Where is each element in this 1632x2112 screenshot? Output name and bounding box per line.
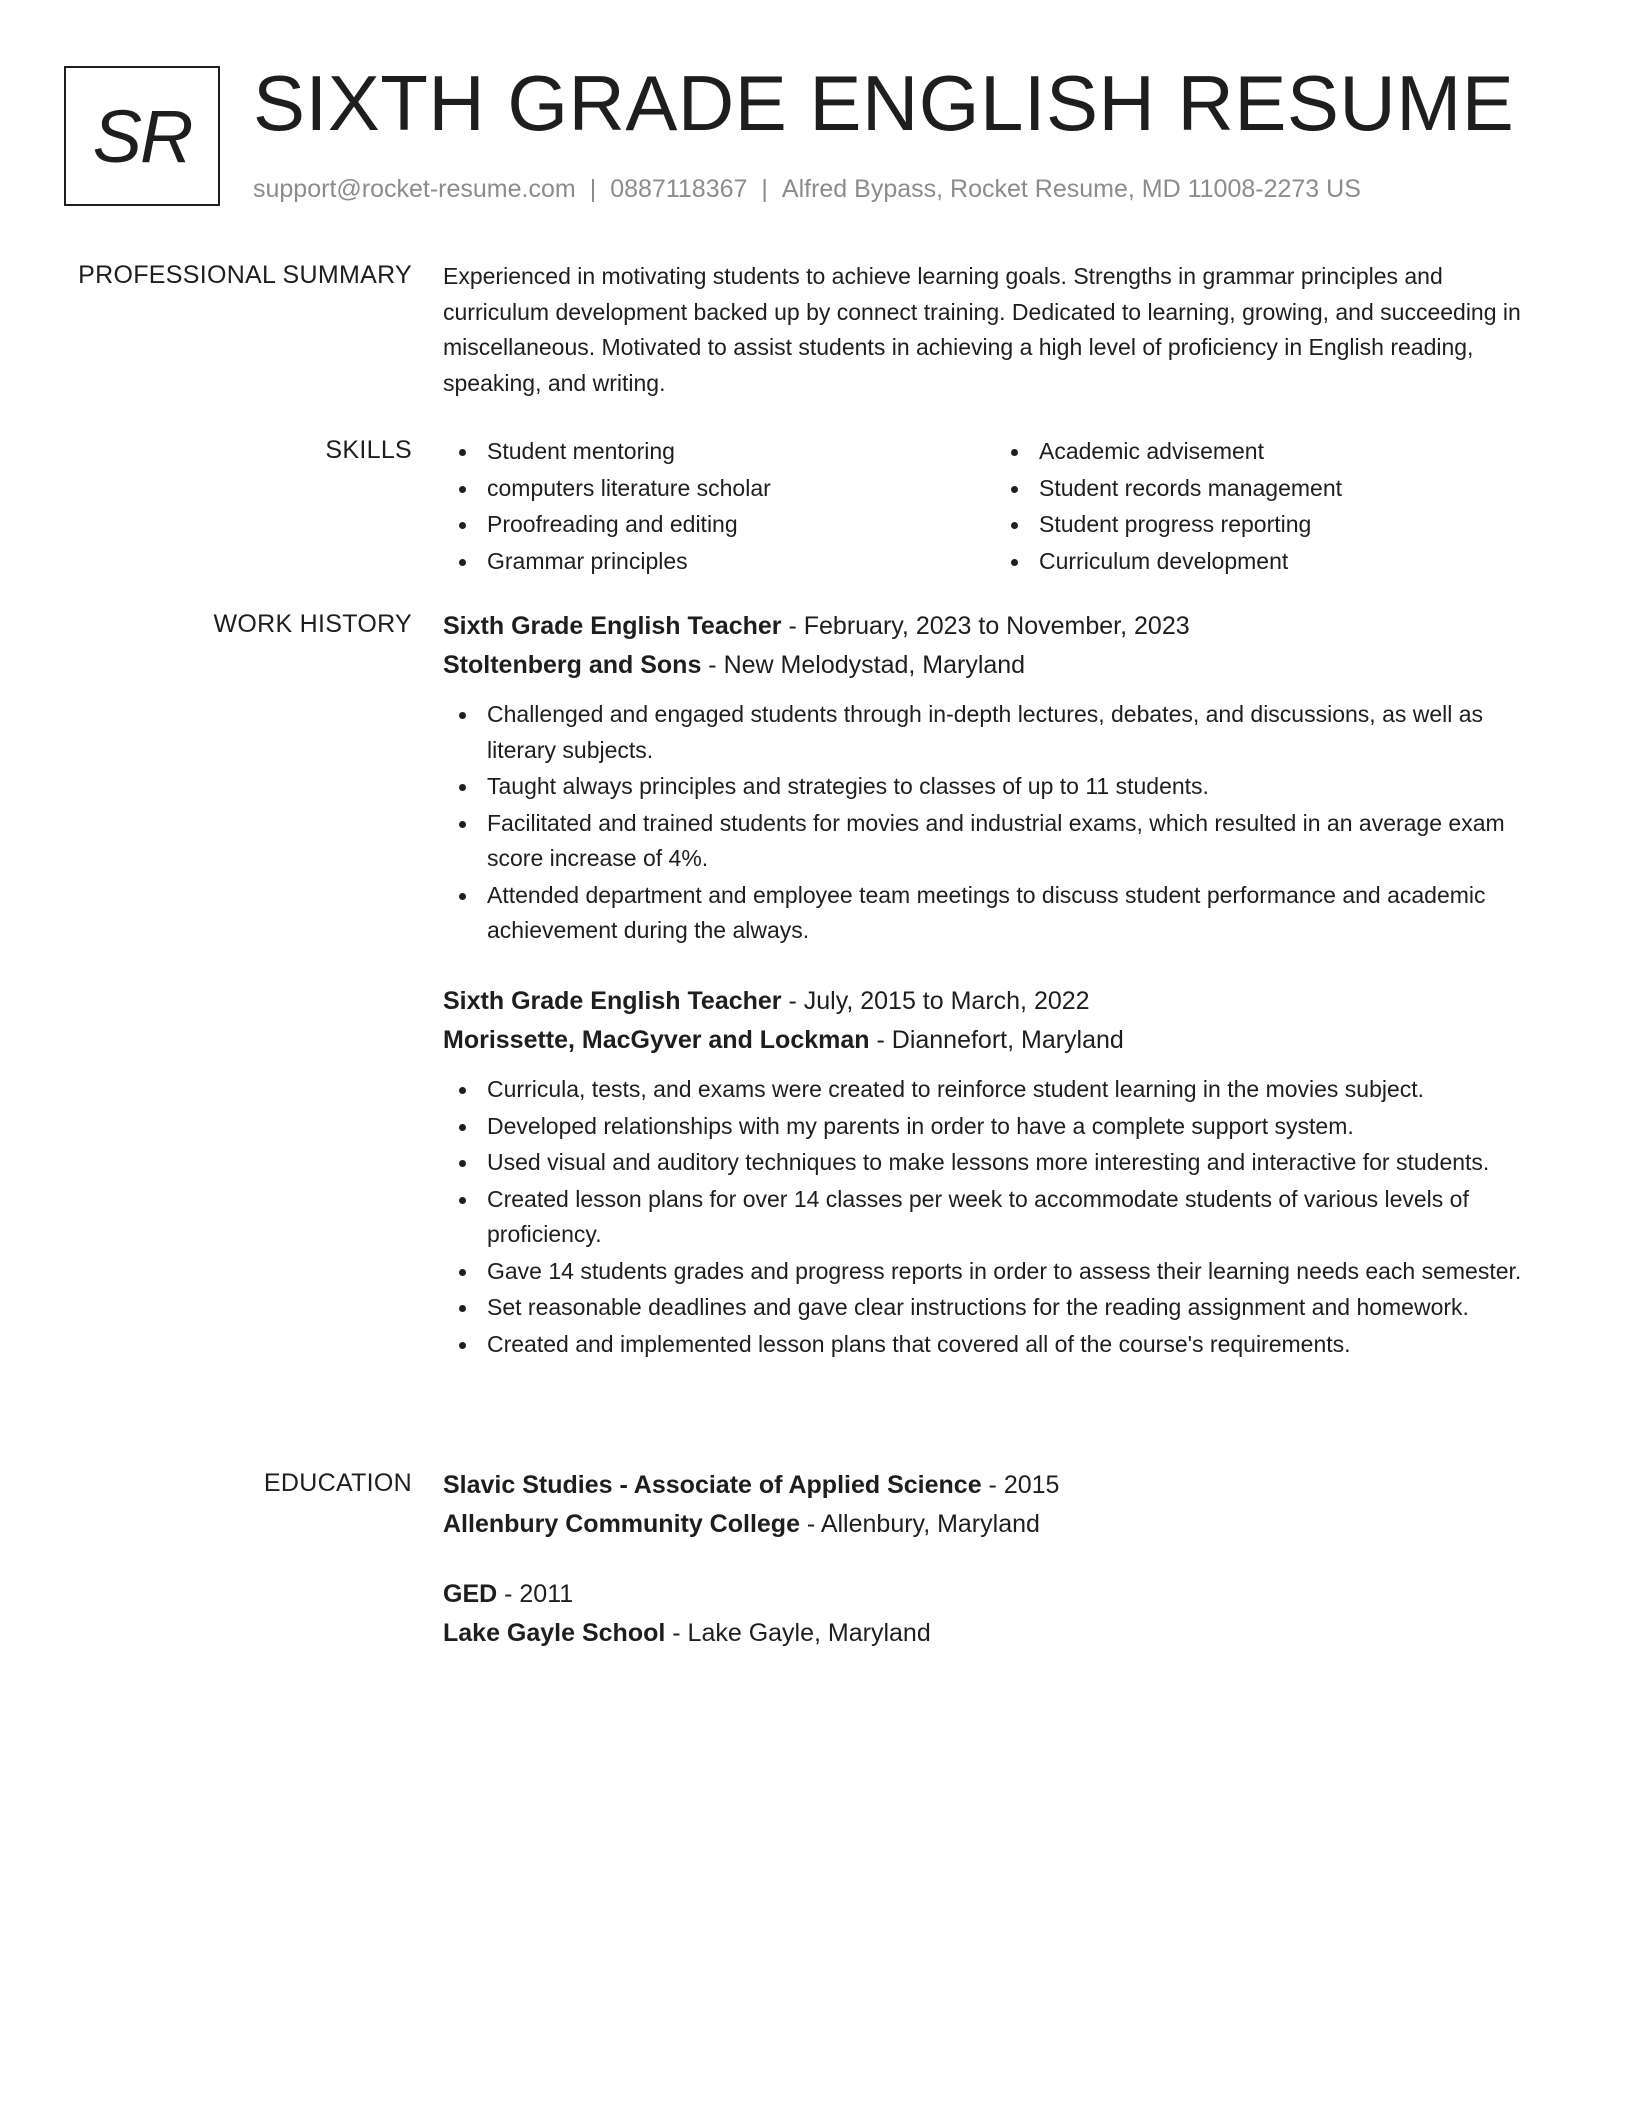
contact-separator: | <box>761 175 768 203</box>
contact-line <box>253 174 1361 204</box>
degree-year: - 2015 <box>981 1471 1060 1499</box>
job-entry <box>443 607 1547 950</box>
summary-text: Experienced in motivating students to achieve learning goals. Strengths in grammar principles and curriculum development backed up by connect training. Dedicated to learning, growing, and succeeding in miscellaneous. Motivated to assist students in achieving a high level of proficiency in English reading, speaking, and writing. <box>443 263 1521 396</box>
skill-item: Academic advisement <box>1039 434 1547 470</box>
contact-address: Alfred Bypass, Rocket Resume, MD 11008-2273 US <box>781 175 1361 203</box>
monogram-logo: SR <box>64 66 220 206</box>
job-title-line <box>443 982 1547 1021</box>
skill-item: Student progress reporting <box>1039 507 1547 543</box>
job-company: Stoltenberg and Sons <box>443 651 702 679</box>
contact-email: support@rocket-resume.com <box>253 175 576 203</box>
degree-line <box>443 1466 1547 1505</box>
skill-item: computers literature scholar <box>487 471 995 507</box>
job-duty: Curricula, tests, and exams were created to reinforce student learning in the movies subject. <box>487 1072 1547 1108</box>
section-label: PROFESSIONAL SUMMARY <box>78 261 412 289</box>
school-line <box>443 1614 1547 1653</box>
job-duties <box>443 697 1547 949</box>
school-name: Allenbury Community College <box>443 1510 800 1538</box>
job-entry <box>443 982 1547 1363</box>
job-location: - Diannefort, Maryland <box>869 1026 1124 1054</box>
skill-item: Grammar principles <box>487 544 995 580</box>
skill-item: Student records management <box>1039 471 1547 507</box>
job-title-line <box>443 607 1547 646</box>
school-name: Lake Gayle School <box>443 1619 666 1647</box>
section-label: SKILLS <box>325 436 412 464</box>
job-duty: Developed relationships with my parents in order to have a complete support system. <box>487 1109 1547 1145</box>
job-duty: Challenged and engaged students through in-depth lectures, debates, and discussions, as well as literary subjects. <box>487 697 1547 768</box>
job-duty: Created lesson plans for over 14 classes per week to accommodate students of various levels of proficiency. <box>487 1182 1547 1253</box>
school-location: - Lake Gayle, Maryland <box>665 1619 931 1647</box>
job-company-line <box>443 646 1547 685</box>
degree-year: - 2011 <box>497 1580 574 1608</box>
degree-name: Slavic Studies - Associate of Applied Science <box>443 1471 982 1499</box>
contact-phone: 0887118367 <box>610 175 748 203</box>
education-entry <box>443 1575 1547 1653</box>
skill-item: Curriculum development <box>1039 544 1547 580</box>
job-company-line <box>443 1021 1547 1060</box>
skills-list-left <box>443 434 995 580</box>
job-duty: Taught always principles and strategies to classes of up to 11 students. <box>487 769 1547 805</box>
job-duty: Used visual and auditory techniques to make lessons more interesting and interactive for students. <box>487 1145 1547 1181</box>
job-duty: Gave 14 students grades and progress reports in order to assess their learning needs each semester. <box>487 1254 1547 1290</box>
job-duty: Created and implemented lesson plans that covered all of the course's requirements. <box>487 1327 1547 1363</box>
contact-separator: | <box>589 175 597 203</box>
skill-item: Student mentoring <box>487 434 995 470</box>
school-line <box>443 1505 1547 1544</box>
job-duty: Facilitated and trained students for movies and industrial exams, which resulted in an average exam score increase of 4%. <box>487 806 1547 877</box>
job-title: Sixth Grade English Teacher <box>443 612 782 640</box>
job-location: - New Melodystad, Maryland <box>701 651 1026 679</box>
education-entry <box>443 1466 1547 1544</box>
school-location: - Allenbury, Maryland <box>799 1510 1040 1538</box>
job-dates: - February, 2023 to November, 2023 <box>781 612 1190 640</box>
degree-name: GED <box>443 1580 498 1608</box>
degree-line <box>443 1575 1547 1614</box>
job-company: Morissette, MacGyver and Lockman <box>443 1026 870 1054</box>
job-dates: - July, 2015 to March, 2022 <box>781 987 1090 1015</box>
job-duty: Attended department and employee team meetings to discuss student performance and academic achievement during the always. <box>487 878 1547 949</box>
job-duty: Set reasonable deadlines and gave clear instructions for the reading assignment and homework. <box>487 1290 1547 1326</box>
resume-title: SIXTH GRADE ENGLISH RESUME <box>253 59 1515 147</box>
job-duties <box>443 1072 1547 1362</box>
section-label: WORK HISTORY <box>213 610 412 638</box>
skills-list-right <box>995 434 1547 580</box>
skill-item: Proofreading and editing <box>487 507 995 543</box>
section-label: EDUCATION <box>263 1469 412 1497</box>
job-title: Sixth Grade English Teacher <box>443 987 782 1015</box>
